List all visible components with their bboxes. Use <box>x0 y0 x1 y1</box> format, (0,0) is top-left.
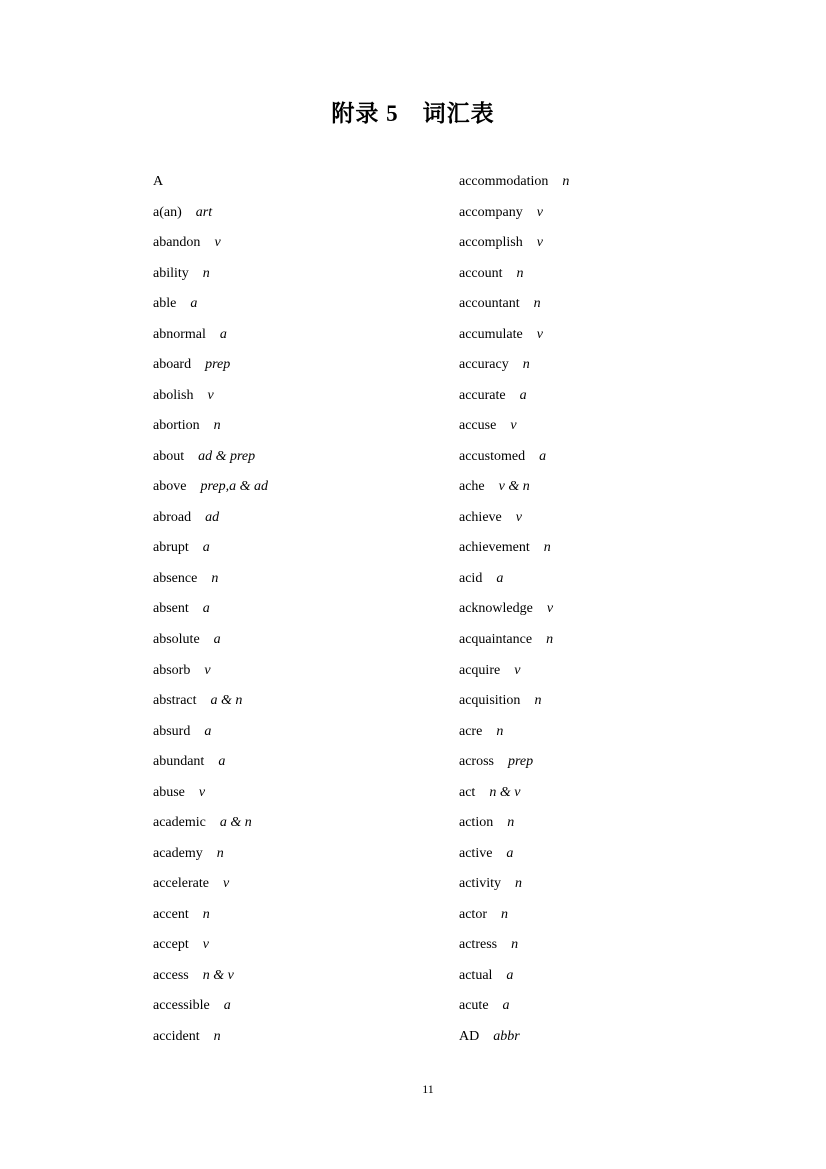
entry-word: achievement <box>459 540 530 556</box>
vocab-entry <box>459 655 759 686</box>
entry-pos: prep <box>508 754 534 770</box>
entry-word: activity <box>459 876 501 892</box>
entry-pos: a <box>519 387 527 403</box>
entry-pos: art <box>195 204 213 220</box>
entry-pos: n <box>511 937 519 953</box>
entry-word: abstract <box>153 693 197 709</box>
vocab-entry <box>459 991 759 1022</box>
vocab-entry <box>153 594 453 625</box>
vocab-entry <box>459 259 759 290</box>
entry-pos: v <box>546 601 554 617</box>
vocab-entry <box>153 533 453 564</box>
entry-pos: n <box>216 845 224 861</box>
vocab-entry <box>153 472 453 503</box>
vocab-entry <box>153 503 453 534</box>
entry-pos: v <box>536 204 543 220</box>
entry-word: aboard <box>153 357 192 373</box>
entry-word: accompany <box>459 204 523 220</box>
entry-word: academy <box>153 845 203 861</box>
vocab-entry <box>459 503 759 534</box>
entry-word: abandon <box>153 235 201 251</box>
vocab-entry <box>459 594 759 625</box>
vocab-entry <box>459 777 759 808</box>
entry-word: acid <box>459 570 483 586</box>
entry-pos: v <box>214 235 221 251</box>
entry-word: absent <box>153 601 189 617</box>
vocab-entry <box>459 320 759 351</box>
entry-word: ability <box>153 265 189 281</box>
entry-pos: n <box>507 815 515 831</box>
entry-pos: n <box>496 723 504 739</box>
entry-pos: n <box>211 570 219 586</box>
entry-word: abundant <box>153 754 205 770</box>
vocab-entry <box>459 167 759 198</box>
entry-pos: prep,a & ad <box>200 479 268 495</box>
vocab-entry <box>153 960 453 991</box>
vocab-entry <box>153 381 453 412</box>
entry-word: absorb <box>153 662 191 678</box>
vocab-entry <box>153 655 453 686</box>
entry-word: acquisition <box>459 693 521 709</box>
entry-pos: n <box>213 1028 221 1044</box>
entry-pos: a <box>204 723 212 739</box>
entry-word: accustomed <box>459 448 526 464</box>
entry-pos: n <box>202 265 210 281</box>
vocab-entry <box>459 198 759 229</box>
entry-word: abrupt <box>153 540 189 556</box>
vocab-entry <box>153 625 453 656</box>
entry-word: accurate <box>459 387 506 403</box>
entry-pos: n <box>213 418 221 434</box>
vocab-entry <box>459 228 759 259</box>
entry-word: accuracy <box>459 357 509 373</box>
entry-pos: a <box>223 998 231 1014</box>
entry-pos: a <box>202 601 210 617</box>
entry-word: actress <box>459 937 498 953</box>
entry-word: above <box>153 479 187 495</box>
entry-pos: abbr <box>493 1028 520 1044</box>
entry-pos: n <box>533 296 541 312</box>
entry-pos: a <box>539 448 547 464</box>
entry-pos: n <box>202 906 210 922</box>
entry-pos: v <box>222 876 230 892</box>
entry-pos: n <box>534 693 542 709</box>
entry-pos: ad <box>205 509 220 525</box>
entry-word: accomplish <box>459 235 523 251</box>
vocab-entry <box>459 442 759 473</box>
entry-pos: a <box>506 967 514 983</box>
entry-pos: a <box>218 754 226 770</box>
vocab-entry <box>459 564 759 595</box>
entry-word: acknowledge <box>459 601 533 617</box>
entry-pos: v <box>536 235 543 251</box>
entry-pos: v <box>514 662 521 678</box>
entry-word: accuse <box>459 418 497 434</box>
entry-word: ache <box>459 479 485 495</box>
vocab-column-right <box>459 167 759 1052</box>
entry-word: accumulate <box>459 326 523 342</box>
entry-word: accessible <box>153 998 210 1014</box>
entry-pos: v <box>202 937 209 953</box>
vocab-entry <box>459 838 759 869</box>
entry-pos: a <box>213 631 221 647</box>
vocab-entry <box>153 686 453 717</box>
entry-pos: v <box>198 784 206 800</box>
entry-word: active <box>459 845 493 861</box>
vocab-entry <box>459 747 759 778</box>
entry-word: acquire <box>459 662 501 678</box>
entry-pos: n <box>522 357 530 373</box>
entry-word: abolish <box>153 387 194 403</box>
entry-pos: n & v <box>202 967 234 983</box>
entry-pos: a <box>496 570 504 586</box>
vocab-entry <box>153 899 453 930</box>
entry-word: absurd <box>153 723 191 739</box>
vocab-entry <box>153 838 453 869</box>
entry-pos: a <box>190 296 198 312</box>
entry-pos: a <box>506 845 514 861</box>
entry-pos: v <box>515 509 522 525</box>
entry-word: A <box>153 174 164 190</box>
entry-word: accident <box>153 1028 200 1044</box>
vocab-entry <box>153 411 453 442</box>
vocab-entry <box>459 960 759 991</box>
entry-word: account <box>459 265 503 281</box>
entry-pos: a & n <box>210 693 243 709</box>
vocab-entry <box>153 198 453 229</box>
vocab-entry <box>153 1021 453 1052</box>
entry-pos: v & n <box>498 479 530 495</box>
vocab-entry <box>459 625 759 656</box>
vocab-entry <box>153 930 453 961</box>
entry-word: accept <box>153 937 189 953</box>
vocab-entry <box>459 289 759 320</box>
vocab-entry <box>459 686 759 717</box>
entry-pos: v <box>510 418 517 434</box>
entry-word: accommodation <box>459 174 549 190</box>
entry-pos: v <box>204 662 211 678</box>
vocab-entry <box>153 167 453 198</box>
entry-word: able <box>153 296 177 312</box>
entry-word: across <box>459 754 494 770</box>
entry-pos: n <box>543 540 551 556</box>
vocab-entry <box>459 808 759 839</box>
entry-word: actual <box>459 967 493 983</box>
entry-pos: n <box>562 174 570 190</box>
vocab-entry <box>153 991 453 1022</box>
vocab-entry <box>459 533 759 564</box>
entry-word: accent <box>153 906 189 922</box>
entry-word: a(an) <box>153 204 182 220</box>
vocab-column-left <box>153 167 453 1052</box>
vocab-entry <box>153 228 453 259</box>
entry-pos: n <box>515 876 522 892</box>
page-number: 11 <box>422 1082 434 1096</box>
vocab-entry <box>153 777 453 808</box>
vocab-entry <box>459 411 759 442</box>
entry-pos: n <box>500 906 508 922</box>
vocab-entry <box>153 320 453 351</box>
entry-word: accelerate <box>153 876 209 892</box>
entry-word: acre <box>459 723 483 739</box>
vocab-entry <box>153 747 453 778</box>
entry-word: acquaintance <box>459 631 533 647</box>
vocab-entry <box>459 869 759 900</box>
entry-word: access <box>153 967 189 983</box>
vocab-entry <box>153 869 453 900</box>
entry-pos: n <box>546 631 554 647</box>
vocab-entry <box>153 289 453 320</box>
page-title: 附录 5 词汇表 <box>331 101 495 126</box>
entry-word: act <box>459 784 476 800</box>
vocab-entry <box>153 716 453 747</box>
vocab-entry <box>459 899 759 930</box>
vocab-entry <box>459 472 759 503</box>
vocab-entry <box>153 442 453 473</box>
entry-word: about <box>153 448 185 464</box>
vocab-entry <box>459 1021 759 1052</box>
entry-word: absolute <box>153 631 200 647</box>
vocab-entry <box>459 716 759 747</box>
vocab-entry <box>459 930 759 961</box>
entry-pos: n <box>516 265 524 281</box>
entry-word: action <box>459 815 494 831</box>
vocab-entry <box>153 808 453 839</box>
vocab-entry <box>153 259 453 290</box>
entry-word: academic <box>153 815 206 831</box>
entry-pos: n & v <box>489 784 521 800</box>
vocab-entry <box>153 564 453 595</box>
entry-pos: a <box>502 998 510 1014</box>
entry-word: abnormal <box>153 326 206 342</box>
entry-pos: v <box>207 387 214 403</box>
entry-word: abroad <box>153 509 192 525</box>
entry-word: abuse <box>153 784 185 800</box>
entry-pos: ad & prep <box>198 448 256 464</box>
vocab-entry <box>459 381 759 412</box>
entry-word: actor <box>459 906 487 922</box>
entry-pos: a <box>219 326 227 342</box>
vocab-entry <box>153 350 453 381</box>
entry-pos: v <box>536 326 543 342</box>
entry-pos: a <box>202 540 210 556</box>
entry-word: abortion <box>153 418 200 434</box>
vocab-entry <box>459 350 759 381</box>
entry-word: absence <box>153 570 198 586</box>
entry-word: accountant <box>459 296 520 312</box>
entry-word: AD <box>459 1028 480 1044</box>
entry-pos: a & n <box>219 815 252 831</box>
entry-pos: prep <box>205 357 231 373</box>
entry-word: achieve <box>459 509 502 525</box>
entry-word: acute <box>459 998 489 1014</box>
